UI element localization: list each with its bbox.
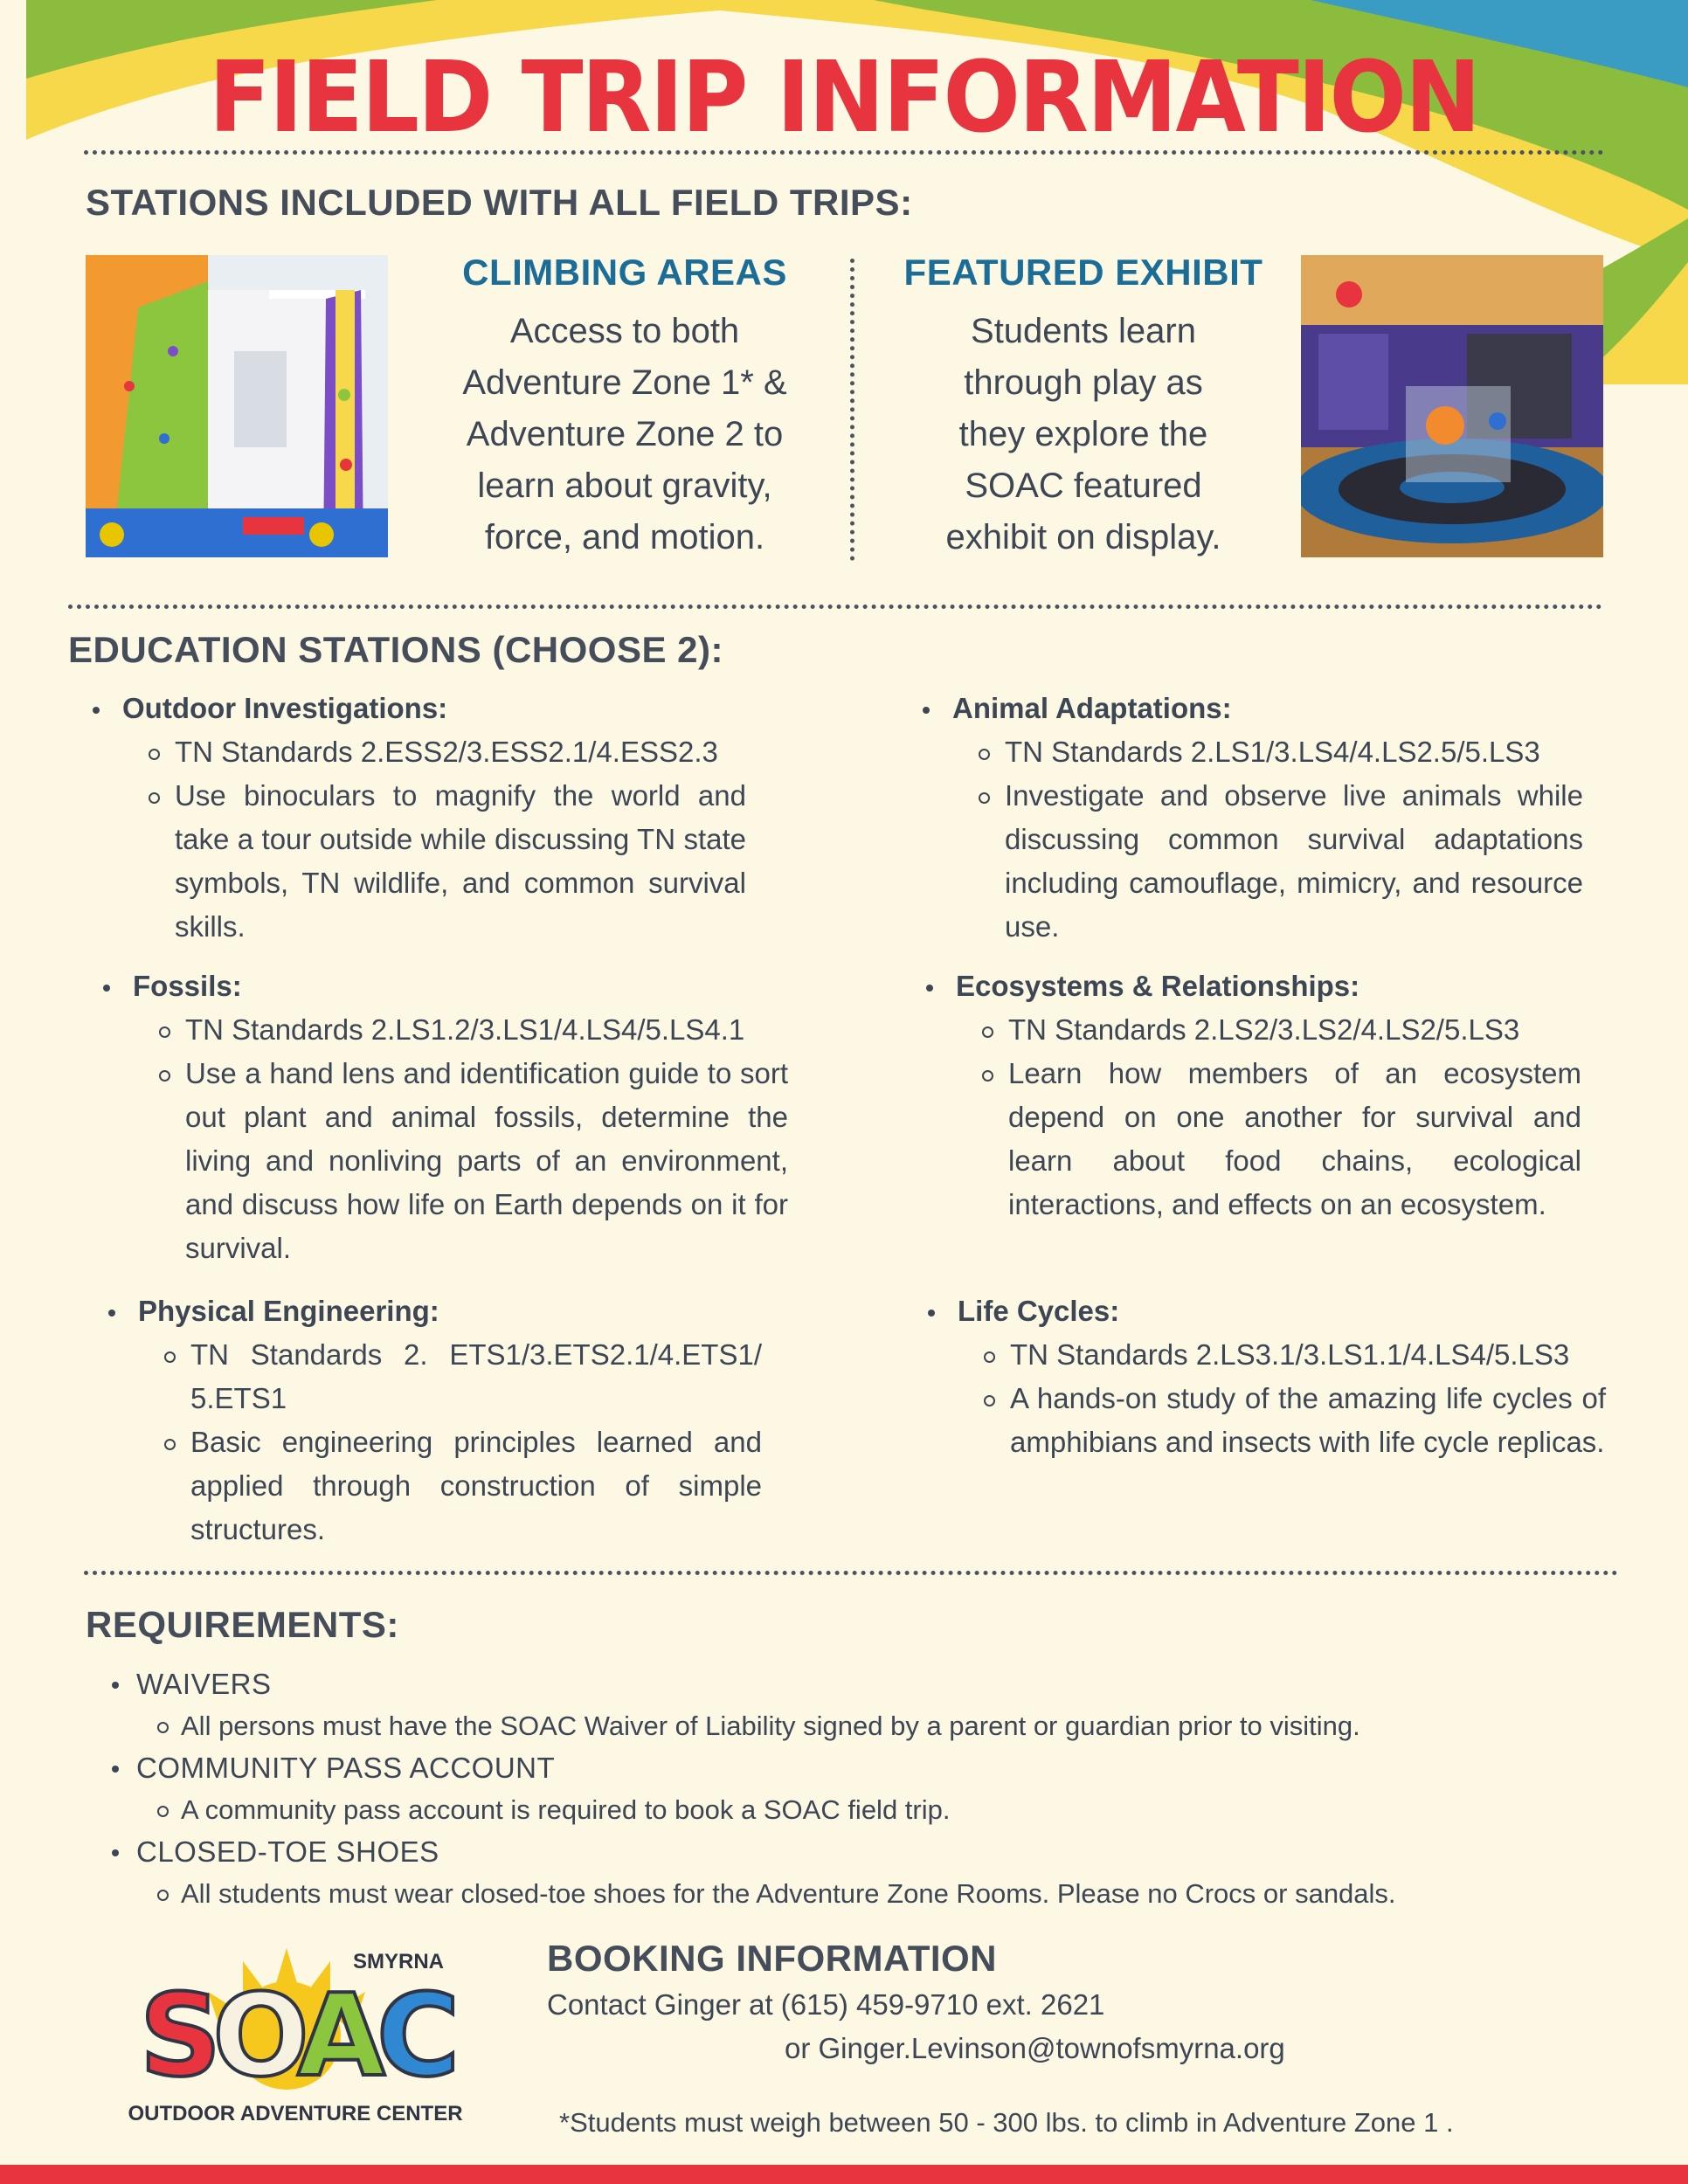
climbing-title: CLIMBING AREAS	[462, 252, 787, 293]
included-heading: STATIONS INCLUDED WITH ALL FIELD TRIPS:	[86, 182, 913, 223]
station-title: Fossils:	[103, 964, 788, 1008]
divider	[84, 1571, 1618, 1575]
exhibit-line: they explore the	[958, 415, 1208, 453]
booking-email[interactable]: or Ginger.Levinson@townofsmyrna.org	[785, 2032, 1285, 2064]
climbing-line: force, and motion.	[484, 518, 765, 556]
station-outdoor-investigations	[93, 687, 746, 949]
requirement-detail: All persons must have the SOAC Waiver of Liability signed by a parent or guardian prior to visiting.	[86, 1705, 1623, 1747]
climbing-line: Adventure Zone 2 to	[466, 415, 784, 453]
column-divider	[850, 259, 854, 561]
logo-letters: SOAC	[139, 1969, 452, 2102]
station-title: Outdoor Investigations:	[93, 687, 746, 730]
station-standards: TN Standards 2.LS2/3.LS2/4.LS2/5.LS3	[926, 1008, 1581, 1052]
education-heading: EDUCATION STATIONS (CHOOSE 2):	[68, 629, 723, 670]
exhibit-line: Students learn	[971, 312, 1196, 350]
station-standards: TN Standards 2.LS3.1/3.LS1.1/4.LS4/5.LS3	[928, 1333, 1606, 1377]
divider	[68, 605, 1602, 609]
page-title: FIELD TRIP INFORMATION	[209, 39, 1479, 155]
climbing-line: Adventure Zone 1* &	[462, 363, 787, 402]
station-title: Life Cycles:	[928, 1289, 1606, 1333]
station-physical-engineering	[108, 1289, 762, 1552]
logo-top-text: SMYRNA	[353, 1950, 445, 1973]
station-animal-adaptations	[923, 687, 1583, 949]
station-description: Use binoculars to magnify the world and take a tour outside while discussing TN state symbols, TN wildlife, and common survival skills.	[93, 774, 746, 949]
station-description: Investigate and observe live animals while discussing common survival adaptations including camouflage, mimicry, and resource use.	[923, 774, 1583, 949]
station-description: Learn how members of an ecosystem depend on one another for survival and learn about food chains, ecological interactions, and effects on an ecosystem.	[926, 1052, 1581, 1227]
exhibit-description	[878, 306, 1289, 563]
station-title: Ecosystems & Relationships:	[926, 964, 1581, 1008]
station-title: Physical Engineering:	[108, 1289, 762, 1333]
climbing-line: Access to both	[509, 312, 740, 350]
climbing-photo	[86, 255, 388, 557]
exhibit-line: through play as	[964, 363, 1203, 402]
climbing-description	[419, 306, 830, 563]
station-title: Animal Adaptations:	[923, 687, 1583, 730]
station-standards: TN Standards 2.ESS2/3.ESS2.1/4.ESS2.3	[93, 730, 746, 774]
station-life-cycles	[928, 1289, 1606, 1464]
requirement-title: CLOSED-TOE SHOES	[86, 1831, 1623, 1873]
soac-logo	[112, 1931, 479, 2132]
station-standards: TN Standards 2. ETS1/3.ETS2.1/4.ETS1/ 5.ETS1	[108, 1333, 762, 1420]
requirement-title: WAIVERS	[86, 1663, 1623, 1705]
booking-footnote: *Students must weigh between 50 - 300 lbs. to climb in Adventure Zone 1 .	[559, 2107, 1454, 2138]
exhibit-photo	[1301, 255, 1603, 557]
divider	[84, 150, 1604, 155]
booking-title: BOOKING INFORMATION	[547, 1938, 998, 1979]
exhibit-title: FEATURED EXHIBIT	[903, 252, 1263, 293]
requirement-detail: A community pass account is required to book a SOAC field trip.	[86, 1789, 1623, 1831]
station-description: Basic engineering principles learned and applied through construction of simple structures.	[108, 1420, 762, 1552]
station-fossils	[103, 964, 788, 1270]
requirements-heading: REQUIREMENTS:	[86, 1604, 399, 1645]
exhibit-line: SOAC featured	[965, 467, 1202, 505]
requirement-title: COMMUNITY PASS ACCOUNT	[86, 1747, 1623, 1789]
station-standards: TN Standards 2.LS1/3.LS4/4.LS2.5/5.LS3	[923, 730, 1583, 774]
exhibit-line: exhibit on display.	[945, 518, 1221, 556]
requirement-detail: All students must wear closed-toe shoes for the Adventure Zone Rooms. Please no Crocs or sandals.	[86, 1873, 1623, 1915]
logo-bottom-text: OUTDOOR ADVENTURE CENTER	[128, 2102, 463, 2125]
station-ecosystems	[926, 964, 1581, 1227]
booking-contact: Contact Ginger at (615) 459-9710 ext. 2621	[547, 1988, 1105, 2021]
station-description: A hands-on study of the amazing life cycles of amphibians and insects with life cycle replicas.	[928, 1377, 1606, 1464]
station-standards: TN Standards 2.LS1.2/3.LS1/4.LS4/5.LS4.1	[103, 1008, 788, 1052]
requirements-list	[86, 1663, 1623, 1915]
bottom-bar	[0, 2165, 1688, 2184]
station-description: Use a hand lens and identification guide to sort out plant and animal fossils, determine the living and nonliving parts of an environment, and discuss how life on Earth depends on it for survival.	[103, 1052, 788, 1270]
climbing-line: learn about gravity,	[477, 467, 772, 505]
